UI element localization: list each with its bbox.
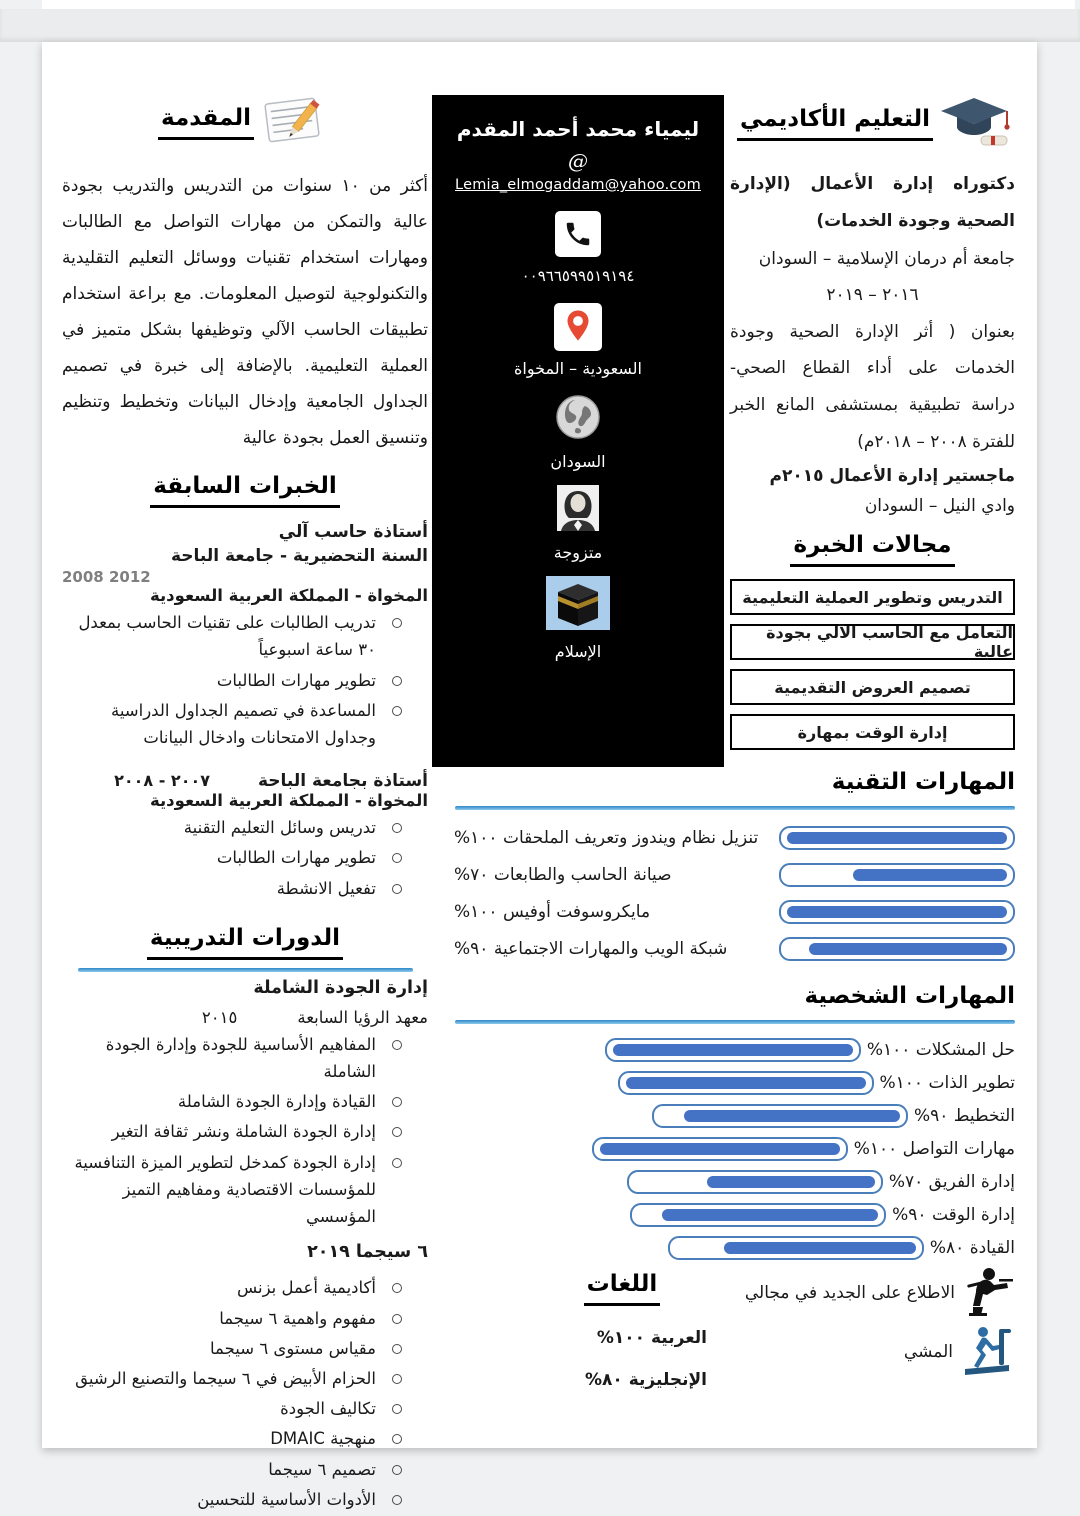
course-bullet: المفاهيم الأساسية للجودة وإدارة الجودة الشاملة: [62, 1031, 428, 1085]
skill-bar: [627, 1170, 883, 1194]
viewer-gray-band: [0, 9, 1080, 42]
skill-row: [440, 820, 1015, 857]
skill-bar: [605, 1038, 861, 1062]
skill-row: [440, 1067, 1015, 1100]
education-masters-university: وادي النيل – السودان: [864, 496, 1015, 517]
skill-label: التخطيط ٩٠%: [913, 1106, 1015, 1127]
experience-field-box: إدارة الوقت بمهارة: [730, 714, 1015, 750]
course-bullet: تصميم ٦ سيجما: [62, 1456, 428, 1483]
person-avatar-icon: [557, 485, 599, 535]
treadmill-walking-icon: [957, 1325, 1015, 1379]
course-bullet: أكاديمية أعمل بزنس: [62, 1274, 428, 1301]
course-bullet: تكاليف الجودة: [62, 1395, 428, 1422]
interest-item: [682, 1325, 1015, 1379]
skill-bar: [592, 1137, 848, 1161]
course-bullet: منهجية DMAIC: [62, 1425, 428, 1452]
skill-bar: [652, 1104, 908, 1128]
job-dates: ٢٠٠٧ - ٢٠٠٨: [114, 771, 210, 791]
job-bullet: تدريب الطالبات على تقنيات الحاسب بمعدل ٣٠ ساعة اسبوعياً: [62, 609, 428, 663]
graduation-cap-icon: [935, 92, 1013, 154]
globe-icon: [555, 394, 601, 444]
skill-row: [440, 1199, 1015, 1232]
skill-label: صيانة الحاسب والطابعات ٧٠%: [454, 865, 672, 886]
language-item: الإنجليزية ٨٠%: [585, 1369, 707, 1390]
skill-label: مايكروسوفت أوفيس ١٠٠%: [454, 902, 651, 923]
job-location: المخواة - المملكة العربية السعودية: [149, 586, 428, 606]
course-year: ٢٠١٥: [201, 1007, 238, 1027]
course-bullet: مقياس مستوى ٦ سيجما: [62, 1335, 428, 1362]
personal-skills-list: [440, 1034, 1015, 1265]
job-bullet-list: [62, 814, 428, 902]
intro-paragraph: أكثر من ١٠ سنوات من التدريس والتدريب بجودة عالية والتمكن من مهارات التواصل مع الطالبات ومهارات استخدام تقنيات ووسائل التعليم التقليدية والتكنولوجية لتوصيل المعلومات. مع براعة استخدام تطبيقات الحاسب الآلي وتوظيفها بشكل متميز في العملية التعليمية. بالإضافة إلى خبرة في تصميم الجداول الجامعية وإدخال البيانات وتخطيط وتنظيم وتنسيق العمل بجودة عالية: [62, 176, 428, 449]
person-name: ليمياء محمد أحمد المقدم: [456, 117, 700, 141]
email-link[interactable]: Lemia_elmogaddam@yahoo.com: [455, 177, 701, 193]
personal-skills-title: المهارات الشخصية: [804, 982, 1015, 1009]
at-symbol: @: [568, 149, 588, 173]
skill-label: حل المشكلات ١٠٠%: [866, 1040, 1015, 1061]
skill-row: [440, 1232, 1015, 1265]
course-bullet: القيادة وإدارة الجودة الشاملة: [62, 1088, 428, 1115]
interests-section: [682, 1265, 1015, 1383]
education-masters: ماجستير إدارة الأعمال ٢٠١٥م: [769, 466, 1015, 487]
religion-label: الإسلام: [554, 642, 602, 661]
skill-row: [440, 931, 1015, 968]
skill-label: إدارة الوقت ٩٠%: [892, 1205, 1015, 1226]
contact-card: [432, 95, 724, 767]
location-label: السعودية – المخواة: [514, 359, 642, 378]
experience-field-box: التعامل مع الحاسب الآلي بجودة عالية: [730, 624, 1015, 660]
job-bullet: المساعدة في تصميم الجداول الدراسية وجداول الامتحانات وادخال البيانات: [62, 697, 428, 751]
job-bullet: تطوير مهارات الطالبات: [62, 667, 428, 694]
experience-fields-list: [730, 579, 1015, 750]
left-column: [62, 92, 428, 1516]
course-title: ٦ سيجما ٢٠١٩: [307, 1242, 428, 1263]
skill-bar: [668, 1236, 924, 1260]
course-2: [62, 1242, 428, 1513]
course-bullet: الحزام الأبيض في ٦ سيجما والتصنيع الرشيق: [62, 1365, 428, 1392]
experience-fields-title: مجالات الخبرة: [790, 531, 954, 567]
job-1: [62, 522, 428, 751]
skill-bar: [779, 937, 1015, 961]
job-title: أستاذة حاسب آلي: [278, 522, 428, 543]
education-degree: دكتوراه إدارة الأعمال (الإدارة الصحية وجودة الخدمات): [730, 174, 1015, 232]
skill-label: تنزيل نظام ويندوز وتعريف الملحقات ١٠٠%: [454, 828, 759, 849]
skill-row: [440, 1133, 1015, 1166]
education-years: ٢٠١٦ – ٢٠١٩: [826, 285, 919, 306]
course-institute: معهد الرؤيا السابعة: [297, 1007, 428, 1027]
skill-label: إدارة الفريق ٧٠%: [888, 1172, 1015, 1193]
interest-item: [682, 1265, 1015, 1321]
previous-experience-title: الخبرات السابقة: [150, 472, 340, 508]
skill-label: تطوير الذات ١٠٠%: [879, 1073, 1015, 1094]
location-pin-icon: [554, 303, 602, 351]
skill-label: القيادة ٨٠%: [929, 1238, 1015, 1259]
section-divider: [455, 806, 1015, 810]
job-bullet-list: [62, 609, 428, 751]
viewer-top-strip: [42, 0, 1075, 9]
course-bullet: إدارة الجودة الشاملة ونشر ثقافة التغير: [62, 1118, 428, 1145]
marital-status-label: متزوجة: [553, 543, 603, 562]
education-thesis: بعنوان ( أثر الإدارة الصحية وجودة الخدمات على أداء القطاع الصحي- دراسة تطبيقية بمستشفى المانع الخبر للفترة ٢٠٠٨ – ٢٠١٨م): [730, 321, 1015, 452]
skills-section: [440, 768, 1015, 1265]
skill-label: شبكة الويب والمهارات الاجتماعية ٩٠%: [454, 939, 728, 960]
experience-field-box: تصميم العروض التقديمية: [730, 669, 1015, 705]
course-1: [62, 978, 428, 1231]
section-divider: [455, 1020, 1015, 1024]
skill-row: [440, 1166, 1015, 1199]
course-bullet-list: [62, 1031, 428, 1231]
skill-row: [440, 1034, 1015, 1067]
skill-bar: [779, 900, 1015, 924]
job-bullet: تفعيل الانشطة: [62, 875, 428, 902]
phone-number: ٠٠٩٦٦٥٩٩٥١٩١٩٤: [521, 267, 635, 285]
education-header: [730, 92, 1015, 154]
training-courses-title: الدورات التدريبية: [147, 924, 343, 960]
skill-bar: [618, 1071, 874, 1095]
notepad-pencil-icon: [258, 92, 332, 152]
skill-row: [440, 1100, 1015, 1133]
languages-title: اللغات: [584, 1270, 661, 1306]
skill-bar: [779, 863, 1015, 887]
education-university: جامعة أم درمان الإسلامية – السودان: [758, 248, 1015, 269]
kaaba-icon: [546, 576, 610, 634]
person-at-computer-icon: [959, 1265, 1015, 1321]
nationality-label: السودان: [550, 452, 606, 471]
interest-label: الاطلاع على الجديد في مجالي: [744, 1283, 955, 1303]
skill-row: [440, 857, 1015, 894]
job-bullet: تطوير مهارات الطالبات: [62, 844, 428, 871]
skill-bar: [630, 1203, 886, 1227]
job-location: المخواة - المملكة العربية السعودية: [149, 791, 428, 811]
job-organization: السنة التحضيرية - جامعة الباحة: [170, 546, 428, 567]
education-column: [730, 92, 1015, 750]
job-title: أستاذة بجامعة الباحة: [257, 771, 428, 792]
education-title: التعليم الأكاديمي: [737, 105, 933, 141]
intro-title: المقدمة: [158, 104, 254, 140]
job-bullet: تدريس وسائل التعليم التقنية: [62, 814, 428, 841]
language-item: العربية ١٠٠%: [596, 1327, 707, 1348]
course-bullet-list: [62, 1274, 428, 1513]
resume-page: [42, 42, 1037, 1509]
section-divider: [78, 968, 413, 972]
course-bullet: مفهوم واهمية ٦ سيجما: [62, 1305, 428, 1332]
course-title: إدارة الجودة الشاملة: [253, 977, 428, 998]
intro-header: [62, 92, 428, 152]
job-2: [62, 771, 428, 902]
experience-field-box: التدريس وتطوير العملية التعليمية: [730, 579, 1015, 615]
skill-row: [440, 894, 1015, 931]
skill-label: مهارات التواصل ١٠٠%: [853, 1139, 1015, 1160]
course-bullet: الأدوات الأساسية للتحسين: [62, 1486, 428, 1513]
technical-skills-title: المهارات التقنية: [831, 769, 1015, 795]
interest-label: المشي: [903, 1342, 953, 1362]
course-bullet: إدارة الجودة كمدخل لتطوير الميزة التنافسية للمؤسسات الاقتصادية ومفاهيم التميز المؤسسي: [62, 1149, 428, 1231]
phone-icon: [555, 211, 601, 257]
skill-bar: [779, 826, 1015, 850]
job-dates: 2008 2012: [62, 568, 151, 587]
